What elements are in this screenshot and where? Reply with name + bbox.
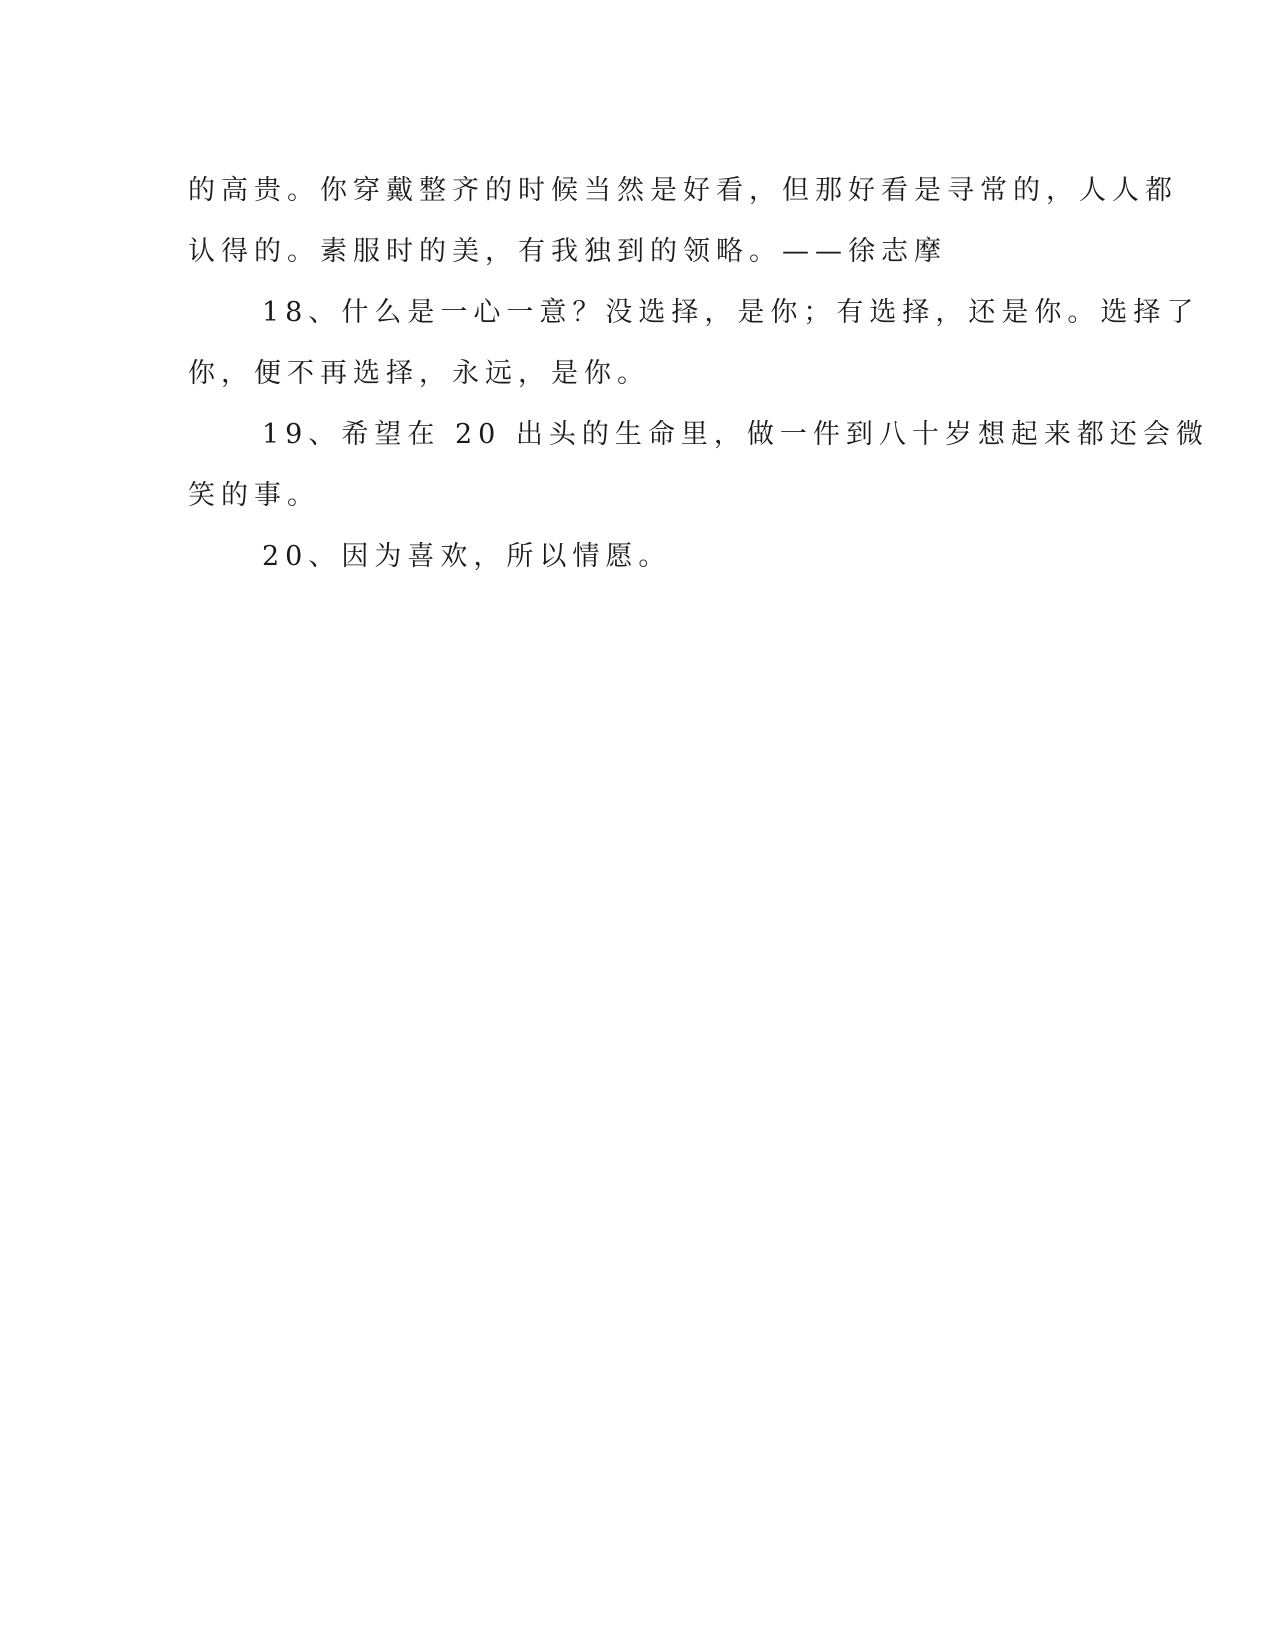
- paragraph-17-continuation-line-2: 认得的。素服时的美，有我独到的领略。——徐志摩: [188, 236, 947, 267]
- paragraph-18-line-2: 你，便不再选择，永远，是你。: [188, 358, 650, 389]
- document-body: [188, 160, 1209, 587]
- paragraph-18-line-1: 18、什么是一心一意？没选择，是你；有选择，还是你。选择了: [262, 297, 1200, 328]
- paragraph-19-line-1: 19、希望在 20 出头的生命里，做一件到八十岁想起来都还会微: [262, 419, 1209, 450]
- paragraph-17-continuation-line-1: 的高贵。你穿戴整齐的时候当然是好看，但那好看是寻常的，人人都: [188, 175, 1178, 206]
- paragraph-20-line-1: 20、因为喜欢，所以情愿。: [262, 541, 672, 572]
- paragraph-19-line-2: 笑的事。: [188, 480, 320, 511]
